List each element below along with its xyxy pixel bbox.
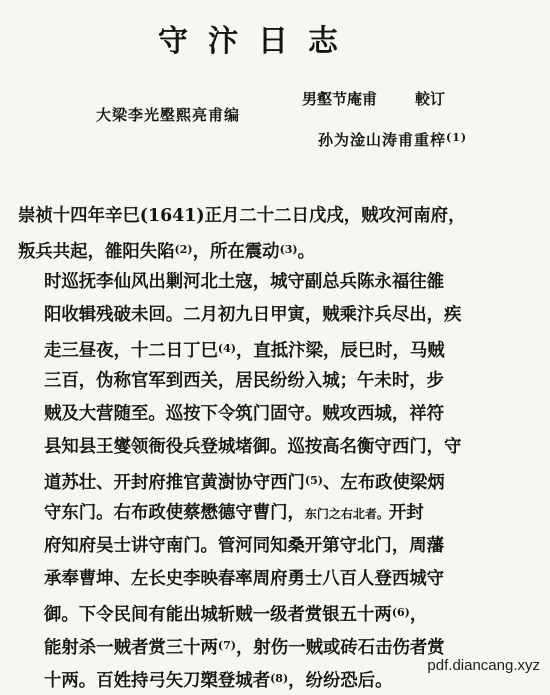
text-line: 府知府吴士讲守南门。管河同知桑开第守北门，周藩 — [44, 536, 444, 556]
text-line: 走三昼夜，十二日丁巳$^{(4)}$，直抵汴梁，辰巳时，马贼 — [44, 341, 445, 361]
footnote-ref: (5) — [304, 474, 323, 487]
editor-role: 較订 — [415, 90, 446, 108]
editor-credits — [302, 88, 467, 151]
text-line: 阳收辑残破未回。二月初九日甲寅，贼乘汴兵尽出，疾 — [44, 305, 462, 325]
text-line: 崇祯十四年辛巳(1641)正月二十二日戊戌，贼攻河南府， — [18, 206, 466, 226]
author-credit: 大梁李光壂熙亮甫编 — [96, 106, 241, 124]
text-line: 承奉曹坤、左长史李映春率周府勇士八百人登西城守 — [44, 569, 444, 589]
text-line: 县知县王燮领衙役兵登城堵御。巡按高名衡守西门，守 — [44, 437, 462, 457]
editor-name: 男壑节庵甫 — [302, 90, 378, 108]
text-line: 御。下令民间有能出城斩贼一级者赏银五十两$^{(6)}$， — [44, 605, 428, 625]
inline-note: 东门之右北者。 — [304, 507, 389, 521]
site-watermark: pdf.diancang.xyz — [427, 657, 540, 674]
text-line: 贼及大营随至。巡按下令筑门固守。贼攻西城，祥符 — [44, 404, 444, 424]
footnote-ref: (1) — [446, 131, 468, 144]
footnote-ref: (3) — [279, 243, 298, 256]
reprint-editor: 孙为淦山涛甫重梓 — [318, 131, 447, 149]
text-line: 十两。百姓持弓矢刀槊登城者$^{(8)}$，纷纷恐后。 — [44, 671, 393, 691]
book-title: 守汴日志 — [158, 24, 358, 59]
footnote-ref: (4) — [217, 342, 236, 355]
body-text — [18, 200, 538, 695]
editor-line-2 — [318, 127, 467, 151]
text-line: 时巡抚李仙风出剿河北土寇，城守副总兵陈永福往雒 — [44, 272, 444, 292]
editor-line-1 — [302, 88, 467, 110]
footnote-ref: (2) — [174, 243, 193, 256]
text-line: 能射杀一贼者赏三十两$^{(7)}$，射伤一贼或砖石击伤者赏 — [44, 638, 445, 658]
footnote-ref: (6) — [391, 606, 410, 619]
footnote-ref: (7) — [217, 639, 236, 652]
text-line: 三百，伪称官军到西关，居民纷纷入城；午未时，步 — [44, 371, 444, 391]
text-line: 道苏壮、开封府推官黄澍协守西门$^{(5)}$、左布政使梁炳 — [44, 473, 445, 493]
text-line: 叛兵共起，雒阳失陷$^{(2)}$，所在震动$^{(3)}$。 — [18, 242, 316, 262]
text-line: 守东门。右布政使蔡懋德守曹门，东门之右北者。开封 — [44, 503, 424, 523]
footnote-ref: (8) — [270, 672, 289, 685]
